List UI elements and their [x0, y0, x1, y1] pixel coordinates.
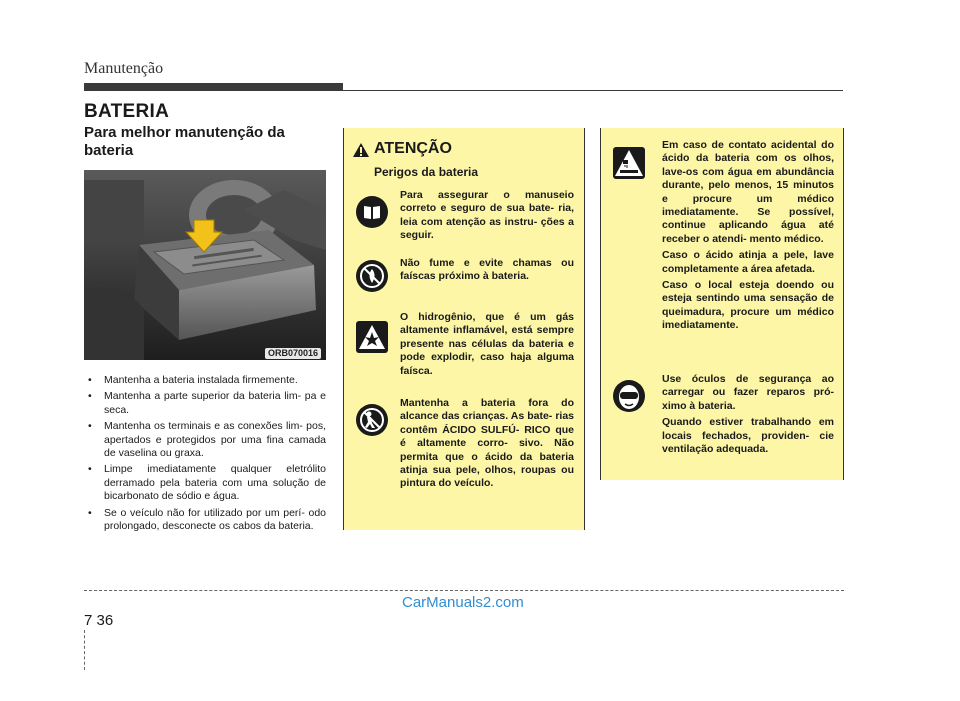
warning-subheading: Perigos da bateria: [374, 165, 479, 179]
footer-vertical-rule: [84, 630, 85, 670]
no-flame-icon: [355, 259, 389, 293]
watermark-link[interactable]: CarManuals2.com: [402, 594, 524, 611]
warning-item-text: Para assegurar o manuseio correto e seguro de sua bate- ria, leia com atenção as instru- ções a seguir.: [400, 189, 574, 242]
warning-paragraph: Caso o local esteja doendo ou esteja sentindo uma sensação de queimadura, procure um médico imediatamente.: [662, 279, 834, 332]
warning-paragraph: Caso o ácido atinja a pele, lave completamente a área afetada.: [662, 249, 834, 275]
explosion-hazard-icon: [355, 320, 389, 354]
warning-paragraph: Quando estiver trabalhando em locais fechados, providen- cie ventilação adequada.: [662, 416, 834, 456]
warning-item-text: O hidrogênio, que é um gás altamente inflamável, está sempre presente nas células da bateria e pode explodir, caso haja alguma faísca.: [400, 311, 574, 377]
page-number: 7 36: [84, 612, 114, 629]
warning-triangle-icon: [352, 142, 370, 158]
warning-item-text: Não fume e evite chamas ou faíscas próximo à bateria.: [400, 257, 574, 283]
manual-book-icon: [355, 195, 389, 229]
list-item: • Limpe imediatamente qualquer eletrólito derramado pela bateria com uma solução de bicarbonato de sódio e água.: [84, 463, 326, 503]
list-item: • Se o veículo não for utilizado por um perí- odo prolongado, desconecte os cabos da bateria.: [84, 507, 326, 534]
corrosive-acid-icon: [612, 146, 646, 180]
footer-rule: [84, 590, 844, 591]
warning-item-text: Mantenha a bateria fora do alcance das crianças. As bate- rias contêm ÁCIDO SULFÚ- RICO que é altamente corro- sivo. Não permita que o ácido da bateria atinja sua pele, olhos, roupas ou pintura do veículo.: [400, 397, 574, 490]
warning-right-block-2: [662, 373, 834, 456]
list-item: • Mantenha os terminais e as conexões lim- pos, apertados e protegidos por uma fina camada de vaselina ou graxa.: [84, 420, 326, 460]
header-rule: [343, 90, 843, 91]
header-bar: [84, 83, 343, 91]
battery-photo: [84, 170, 326, 360]
safety-goggles-icon: [612, 379, 646, 413]
warning-paragraph: Use óculos de segurança ao carregar ou fazer reparos pró- ximo à bateria.: [662, 373, 834, 412]
maintenance-tips-list: [84, 374, 326, 536]
list-item: • Mantenha a parte superior da bateria lim- pa e seca.: [84, 390, 326, 417]
subtitle: Para melhor manutenção da bateria: [84, 124, 285, 159]
warning-heading: ATENÇÃO: [374, 140, 452, 157]
photo-code: ORB070016: [264, 347, 322, 360]
page-title: BATERIA: [84, 101, 170, 122]
section-label: Manutenção: [84, 60, 164, 77]
keep-away-children-icon: [355, 403, 389, 437]
warning-paragraph: Em caso de contato acidental do ácido da bateria com os olhos, lave-os com água em abundância durante, pelo menos, 15 minutos e procure um médico imediatamente. Se possível, continue aplicando água até receber o atendi- mento médico.: [662, 139, 834, 245]
list-item: • Mantenha a bateria instalada firmemente.: [84, 374, 326, 387]
warning-right-block-1: [662, 139, 834, 333]
